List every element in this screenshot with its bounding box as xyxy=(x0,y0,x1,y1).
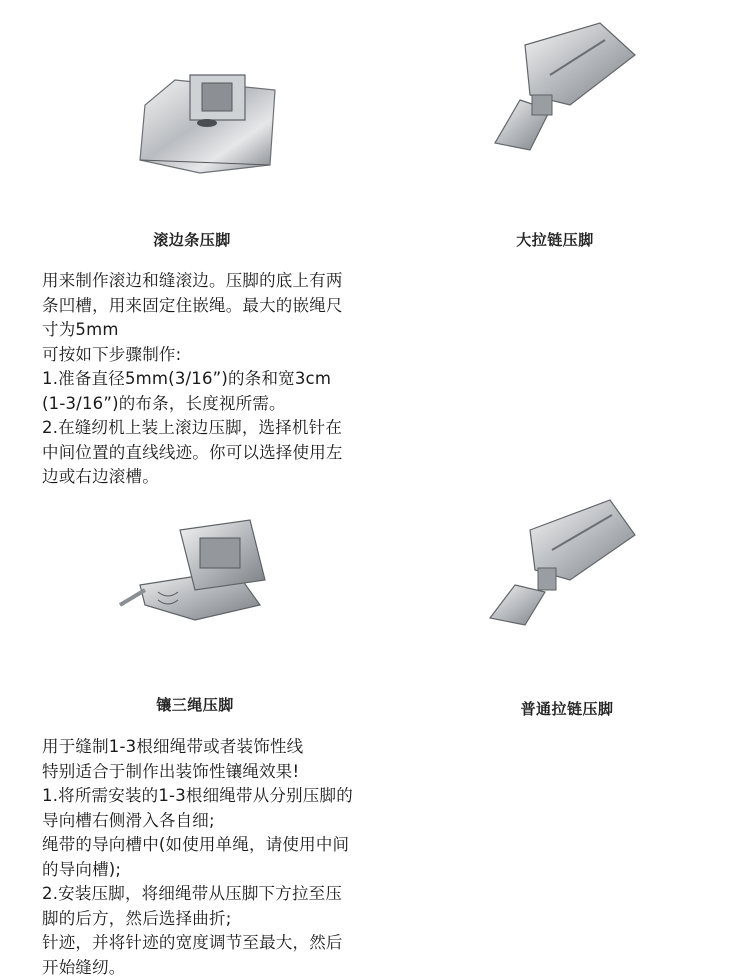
three-cord-foot-image xyxy=(100,510,400,700)
large-zipper-foot-image xyxy=(420,15,720,205)
zipper-foot-icon xyxy=(420,490,720,680)
piping-presser-foot-icon xyxy=(40,35,340,225)
three-cord-foot-icon xyxy=(100,510,400,700)
product-caption: 滚边条压脚 xyxy=(153,231,231,249)
product-description: 用于缝制1-3根细绳带或者装饰性线 特别适合于制作出装饰性镶绳效果! 1.将所需安装的1-3根细绳带从分别压脚的 导向槽右侧滑入各自细; 绳带的导向槽中(如使用单绳，请使用中间 的导向槽); 2.安装压脚，将细绳带从压脚下方拉至压 脚的后方，然后选择曲折; 针迹，并将针迹的宽度调节至最大，然后 开始缝纫。 xyxy=(42,737,353,977)
product-caption: 普通拉链压脚 xyxy=(520,700,614,718)
zipper-foot-image xyxy=(420,490,720,680)
product-caption: 大拉链压脚 xyxy=(516,231,594,249)
piping-presser-foot-image xyxy=(40,35,340,225)
large-zipper-foot-icon xyxy=(420,15,720,205)
product-caption: 镶三绳压脚 xyxy=(156,696,234,714)
product-description: 用来制作滚边和缝滚边。压脚的底上有两 条凹槽，用来固定住嵌绳。最大的嵌绳尺 寸为5mm 可按如下步骤制作: 1.准备直径5mm(3/16”)的条和宽3cm (1-3/16”)的布条，长度视所需。 2.在缝纫机上装上滚边压脚，选择机针在 中间位置的直线线迹。你可以选择使用左 边或右边滚槽。 xyxy=(42,271,343,486)
